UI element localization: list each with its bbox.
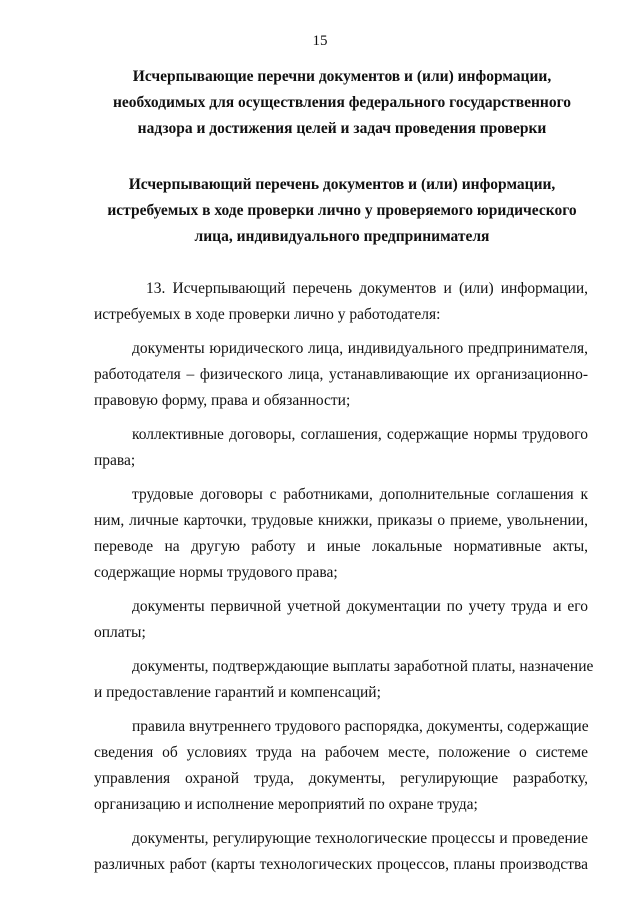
subsection-heading-line: Исчерпывающий перечень документов и (или) информации, (128, 176, 556, 193)
list-item-paragraph (94, 826, 588, 878)
text-line: трудовые договоры с работниками, дополнительные соглашения к (132, 486, 588, 503)
text-line: содержащие нормы трудового права; (94, 564, 338, 581)
text-line: правила внутреннего трудового распорядка, документы, содержащие (132, 718, 589, 735)
subsection-heading-line: истребуемых в ходе проверки лично у проверяемого юридического (107, 202, 577, 219)
page-number: 15 (312, 33, 328, 49)
text-line: управления охраной труда, документы, регулирующие разработку, (94, 770, 588, 787)
document-body (94, 276, 594, 886)
text-line: различных работ (карты технологических процессов, планы производства (94, 856, 588, 873)
list-item-paragraph (94, 714, 588, 818)
text-line: документы, подтверждающие выплаты заработной платы, назначение (132, 658, 594, 675)
text-line: работодателя – физического лица, устанавливающие их организационно- (94, 366, 588, 383)
text-line: документы, регулирующие технологические процессы и проведение (132, 830, 588, 847)
text-line: сведения об условиях труда на рабочем месте, положение о системе (94, 744, 588, 761)
numbered-paragraph (94, 276, 588, 328)
list-item-paragraph (94, 482, 588, 586)
section-heading-line: необходимых для осуществления федерального государственного (112, 94, 572, 111)
text-line: организацию и исполнение мероприятий по охране труда; (94, 796, 478, 813)
list-item-paragraph (94, 594, 588, 646)
text-line: переводе на другую работу и иные локальные нормативные акты, (94, 538, 588, 555)
text-line: истребуемых в ходе проверки лично у работодателя: (94, 306, 441, 323)
text-line: и предоставление гарантий и компенсаций; (94, 684, 381, 701)
list-item-paragraph (94, 422, 588, 474)
text-line: документы первичной учетной документации по учету труда и его (132, 598, 588, 615)
text-line: 13. Исчерпывающий перечень документов и (или) информации, (146, 280, 588, 297)
section-heading (92, 64, 592, 142)
list-item-paragraph (94, 336, 588, 414)
subsection-heading-line: лица, индивидуального предпринимателя (194, 228, 490, 245)
text-line: ним, личные карточки, трудовые книжки, приказы о приеме, увольнении, (94, 512, 588, 529)
text-line: оплаты; (94, 624, 146, 641)
subsection-heading (92, 172, 592, 250)
text-line: коллективные договоры, соглашения, содержащие нормы трудового (132, 426, 588, 443)
section-heading-line: надзора и достижения целей и задач проведения проверки (137, 120, 547, 137)
text-line: права; (94, 452, 136, 469)
section-heading-line: Исчерпывающие перечни документов и (или) информации, (132, 68, 552, 85)
text-line: правовую форму, права и обязанности; (94, 392, 351, 409)
text-line: документы юридического лица, индивидуального предпринимателя, (132, 340, 588, 357)
list-item-paragraph (94, 654, 594, 706)
